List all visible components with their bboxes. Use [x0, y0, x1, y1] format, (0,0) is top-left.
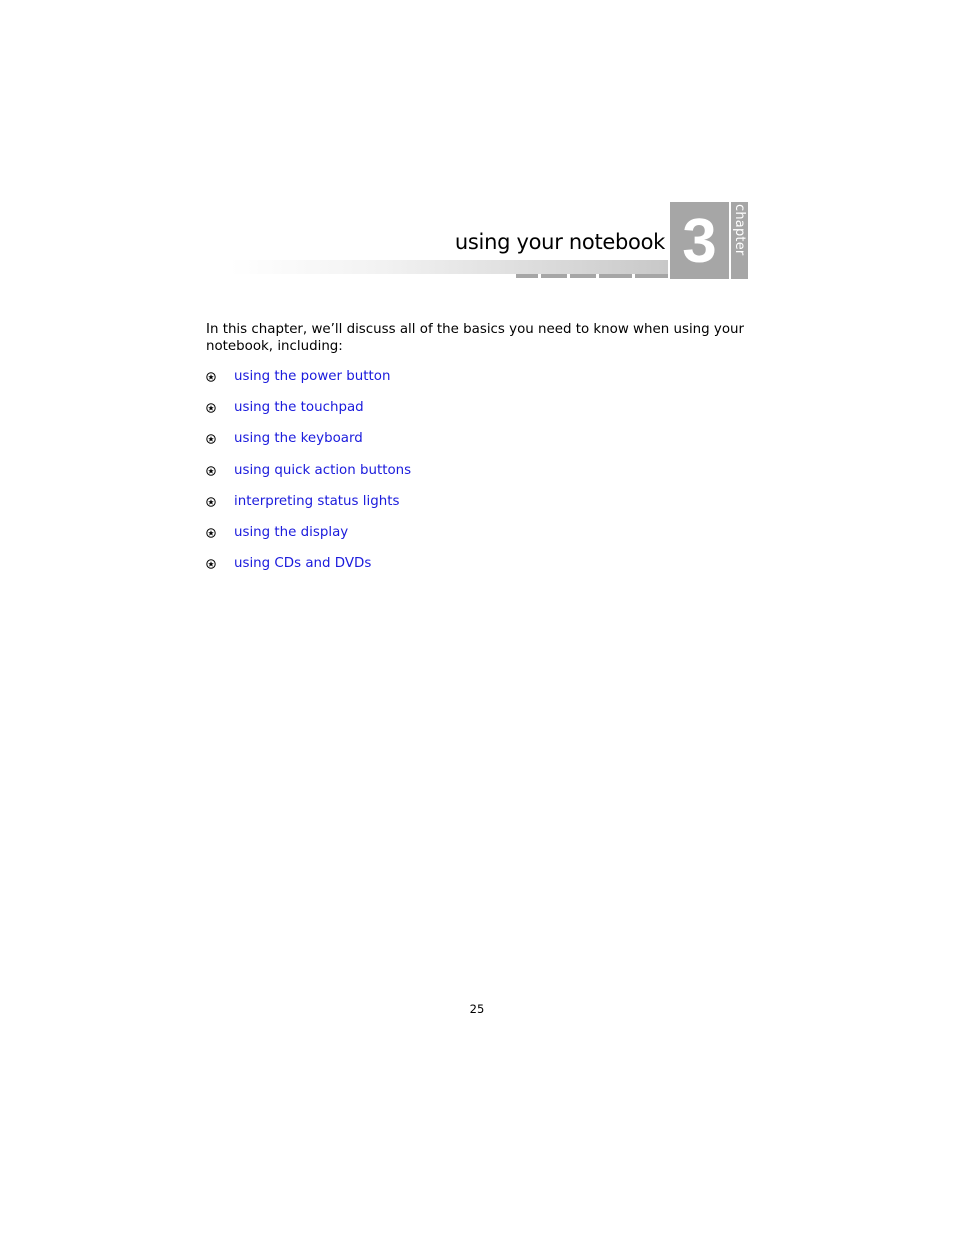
list-item — [206, 368, 411, 399]
topic-link-power-button[interactable]: using the power button — [234, 369, 391, 384]
circled-star-bullet-icon — [206, 372, 216, 382]
tick-mark — [570, 274, 596, 278]
list-item — [206, 399, 411, 430]
chapter-label: chapter — [732, 204, 747, 256]
circled-star-bullet-icon — [206, 466, 216, 476]
chapter-label-strip — [731, 202, 748, 279]
topic-link-status-lights[interactable]: interpreting status lights — [234, 493, 400, 509]
topic-list — [206, 368, 411, 586]
tick-mark — [635, 274, 668, 278]
topic-link-cds-dvds[interactable]: using CDs and DVDs — [234, 556, 372, 572]
list-item — [206, 493, 411, 524]
tick-mark — [599, 274, 632, 278]
topic-link-display[interactable]: using the display — [234, 524, 349, 540]
list-item — [206, 430, 411, 461]
list-item — [206, 524, 411, 555]
chapter-number-box — [670, 202, 729, 279]
circled-star-bullet-icon — [206, 497, 216, 507]
circled-star-bullet-icon — [206, 528, 216, 538]
circled-star-bullet-icon — [206, 403, 216, 413]
intro-paragraph: In this chapter, we’ll discuss all of the basics you need to know when using your notebook, including: — [206, 322, 745, 354]
chapter-number: 3 — [682, 206, 717, 276]
page-number: 25 — [469, 1002, 485, 1016]
tick-mark — [541, 274, 567, 278]
chapter-title: using your notebook — [454, 230, 665, 254]
list-item — [206, 555, 411, 586]
tick-mark — [516, 274, 538, 278]
list-item — [206, 462, 411, 493]
topic-link-keyboard[interactable]: using the keyboard — [234, 431, 363, 447]
circled-star-bullet-icon — [206, 559, 216, 569]
header-gradient-band — [230, 260, 668, 274]
topic-link-touchpad[interactable]: using the touchpad — [234, 400, 364, 416]
circled-star-bullet-icon — [206, 434, 216, 444]
header-tick-marks — [516, 274, 668, 278]
topic-link-quick-action-buttons[interactable]: using quick action buttons — [234, 462, 412, 478]
